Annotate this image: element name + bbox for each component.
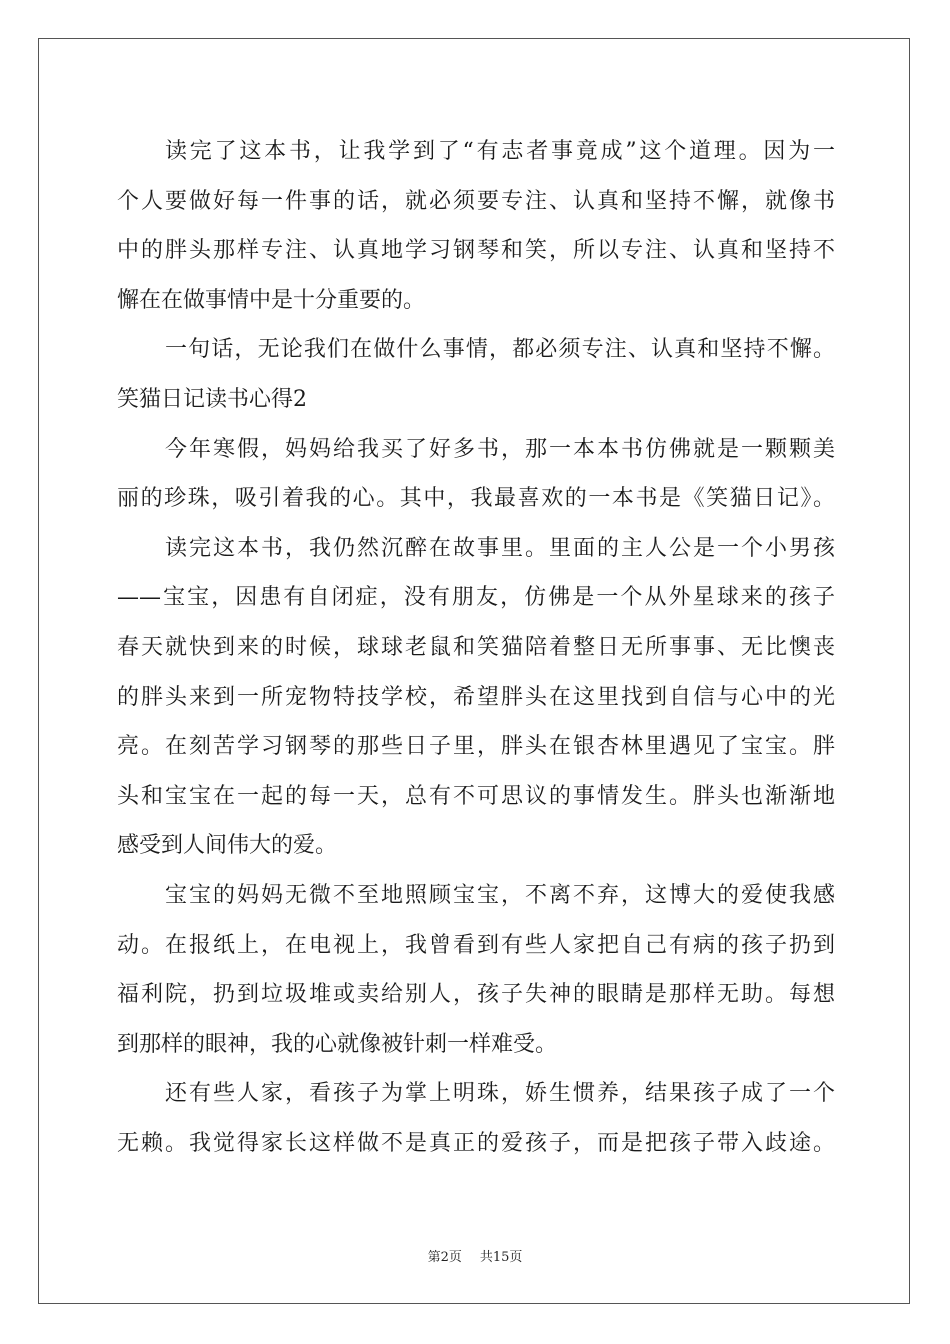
paragraph-line: ——宝宝，因患有自闭症，没有朋友，仿佛是一个从外星球来的孩子	[117, 585, 835, 611]
paragraph-line: 一句话，无论我们在做什么事情，都必须专注、认真和坚持不懈。	[165, 337, 835, 363]
paragraph-line: 丽的珍珠，吸引着我的心。其中，我最喜欢的一本书是《笑猫日记》。	[117, 486, 835, 512]
paragraph-line: 动。在报纸上，在电视上，我曾看到有些人家把自己有病的孩子扔到	[117, 932, 835, 958]
document-body	[117, 127, 835, 1168]
paragraph-line: 无赖。我觉得家长这样做不是真正的爱孩子，而是把孩子带入歧途。	[117, 1130, 835, 1156]
paragraph-line: 福利院，扔到垃圾堆或卖给别人，孩子失神的眼睛是那样无助。每想	[117, 982, 835, 1008]
paragraph-line: 读完这本书，我仍然沉醉在故事里。里面的主人公是一个小男孩	[165, 535, 835, 561]
page-total: 共15页	[479, 1250, 523, 1265]
section-heading: 笑猫日记读书心得2	[117, 386, 307, 412]
paragraph-line: 的胖头来到一所宠物特技学校，希望胖头在这里找到自信与心中的光	[117, 684, 835, 710]
paragraph-line: 懈在在做事情中是十分重要的。	[117, 287, 426, 313]
paragraph-line: 春天就快到来的时候，球球老鼠和笑猫陪着整日无所事事、无比懊丧	[117, 634, 835, 660]
paragraph-line: 亮。在刻苦学习钢琴的那些日子里，胖头在银杏林里遇见了宝宝。胖	[117, 734, 835, 760]
paragraph-line: 还有些人家，看孩子为掌上明珠，娇生惯养，结果孩子成了一个	[165, 1081, 835, 1107]
page-number: 第2页	[427, 1250, 462, 1265]
paragraph-line: 个人要做好每一件事的话，就必须要专注、认真和坚持不懈，就像书	[117, 188, 835, 214]
paragraph-line: 中的胖头那样专注、认真地学习钢琴和笑，所以专注、认真和坚持不	[117, 238, 835, 264]
paragraph-line: 头和宝宝在一起的每一天，总有不可思议的事情发生。胖头也渐渐地	[117, 783, 835, 809]
paragraph-line: 今年寒假，妈妈给我买了好多书，那一本本书仿佛就是一颗颗美	[165, 436, 835, 462]
page-footer	[0, 1246, 950, 1265]
paragraph-line: 到那样的眼神，我的心就像被针刺一样难受。	[117, 1031, 558, 1057]
paragraph-line: 宝宝的妈妈无微不至地照顾宝宝，不离不弃，这博大的爱使我感	[165, 882, 835, 908]
paragraph-line: 读完了这本书，让我学到了“有志者事竟成”这个道理。因为一	[165, 139, 835, 164]
paragraph-line: 感受到人间伟大的爱。	[117, 833, 338, 859]
